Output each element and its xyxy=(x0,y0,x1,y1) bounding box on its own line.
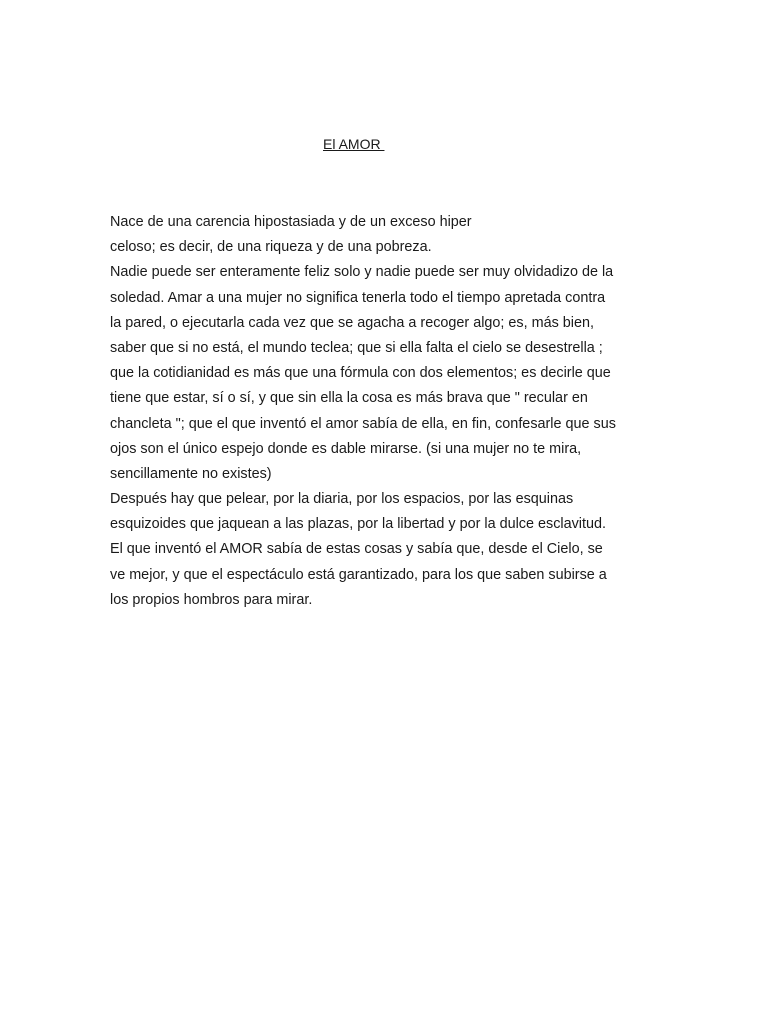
text-line: Después hay que pelear, por la diaria, por los espacios, por las esquinas xyxy=(110,491,574,508)
document-body xyxy=(110,210,670,613)
text-line: tiene que estar, sí o sí, y que sin ella la cosa es más brava que " recular en xyxy=(110,390,588,407)
text-line: que la cotidianidad es más que una fórmula con dos elementos; es decirle que xyxy=(110,365,611,382)
text-line: soledad. Amar a una mujer no significa tenerla todo el tiempo apretada contra xyxy=(110,289,606,306)
text-line: ve mejor, y que el espectáculo está garantizado, para los que saben subirse a xyxy=(110,566,607,583)
text-line: El que inventó el AMOR sabía de estas cosas y sabía que, desde el Cielo, se xyxy=(110,541,603,558)
document-title: El AMOR xyxy=(323,136,385,152)
text-line: los propios hombros para mirar. xyxy=(110,591,313,608)
text-line: la pared, o ejecutarla cada vez que se agacha a recoger algo; es, más bien, xyxy=(110,314,594,331)
text-line: celoso; es decir, de una riqueza y de una pobreza. xyxy=(110,239,432,256)
text-line: sencillamente no existes) xyxy=(110,465,272,482)
text-line: esquizoides que jaquean a las plazas, por la libertad y por la dulce esclavitud. xyxy=(110,516,606,533)
text-line: ojos son el único espejo donde es dable mirarse. (si una mujer no te mira, xyxy=(110,440,582,457)
text-line: Nadie puede ser enteramente feliz solo y nadie puede ser muy olvidadizo de la xyxy=(110,264,614,281)
text-line: saber que si no está, el mundo teclea; que si ella falta el cielo se desestrella ; xyxy=(110,339,603,356)
text-line: chancleta "; que el que inventó el amor sabía de ella, en fin, confesarle que sus xyxy=(110,415,616,432)
text-line: Nace de una carencia hipostasiada y de un exceso hiper xyxy=(110,214,472,230)
